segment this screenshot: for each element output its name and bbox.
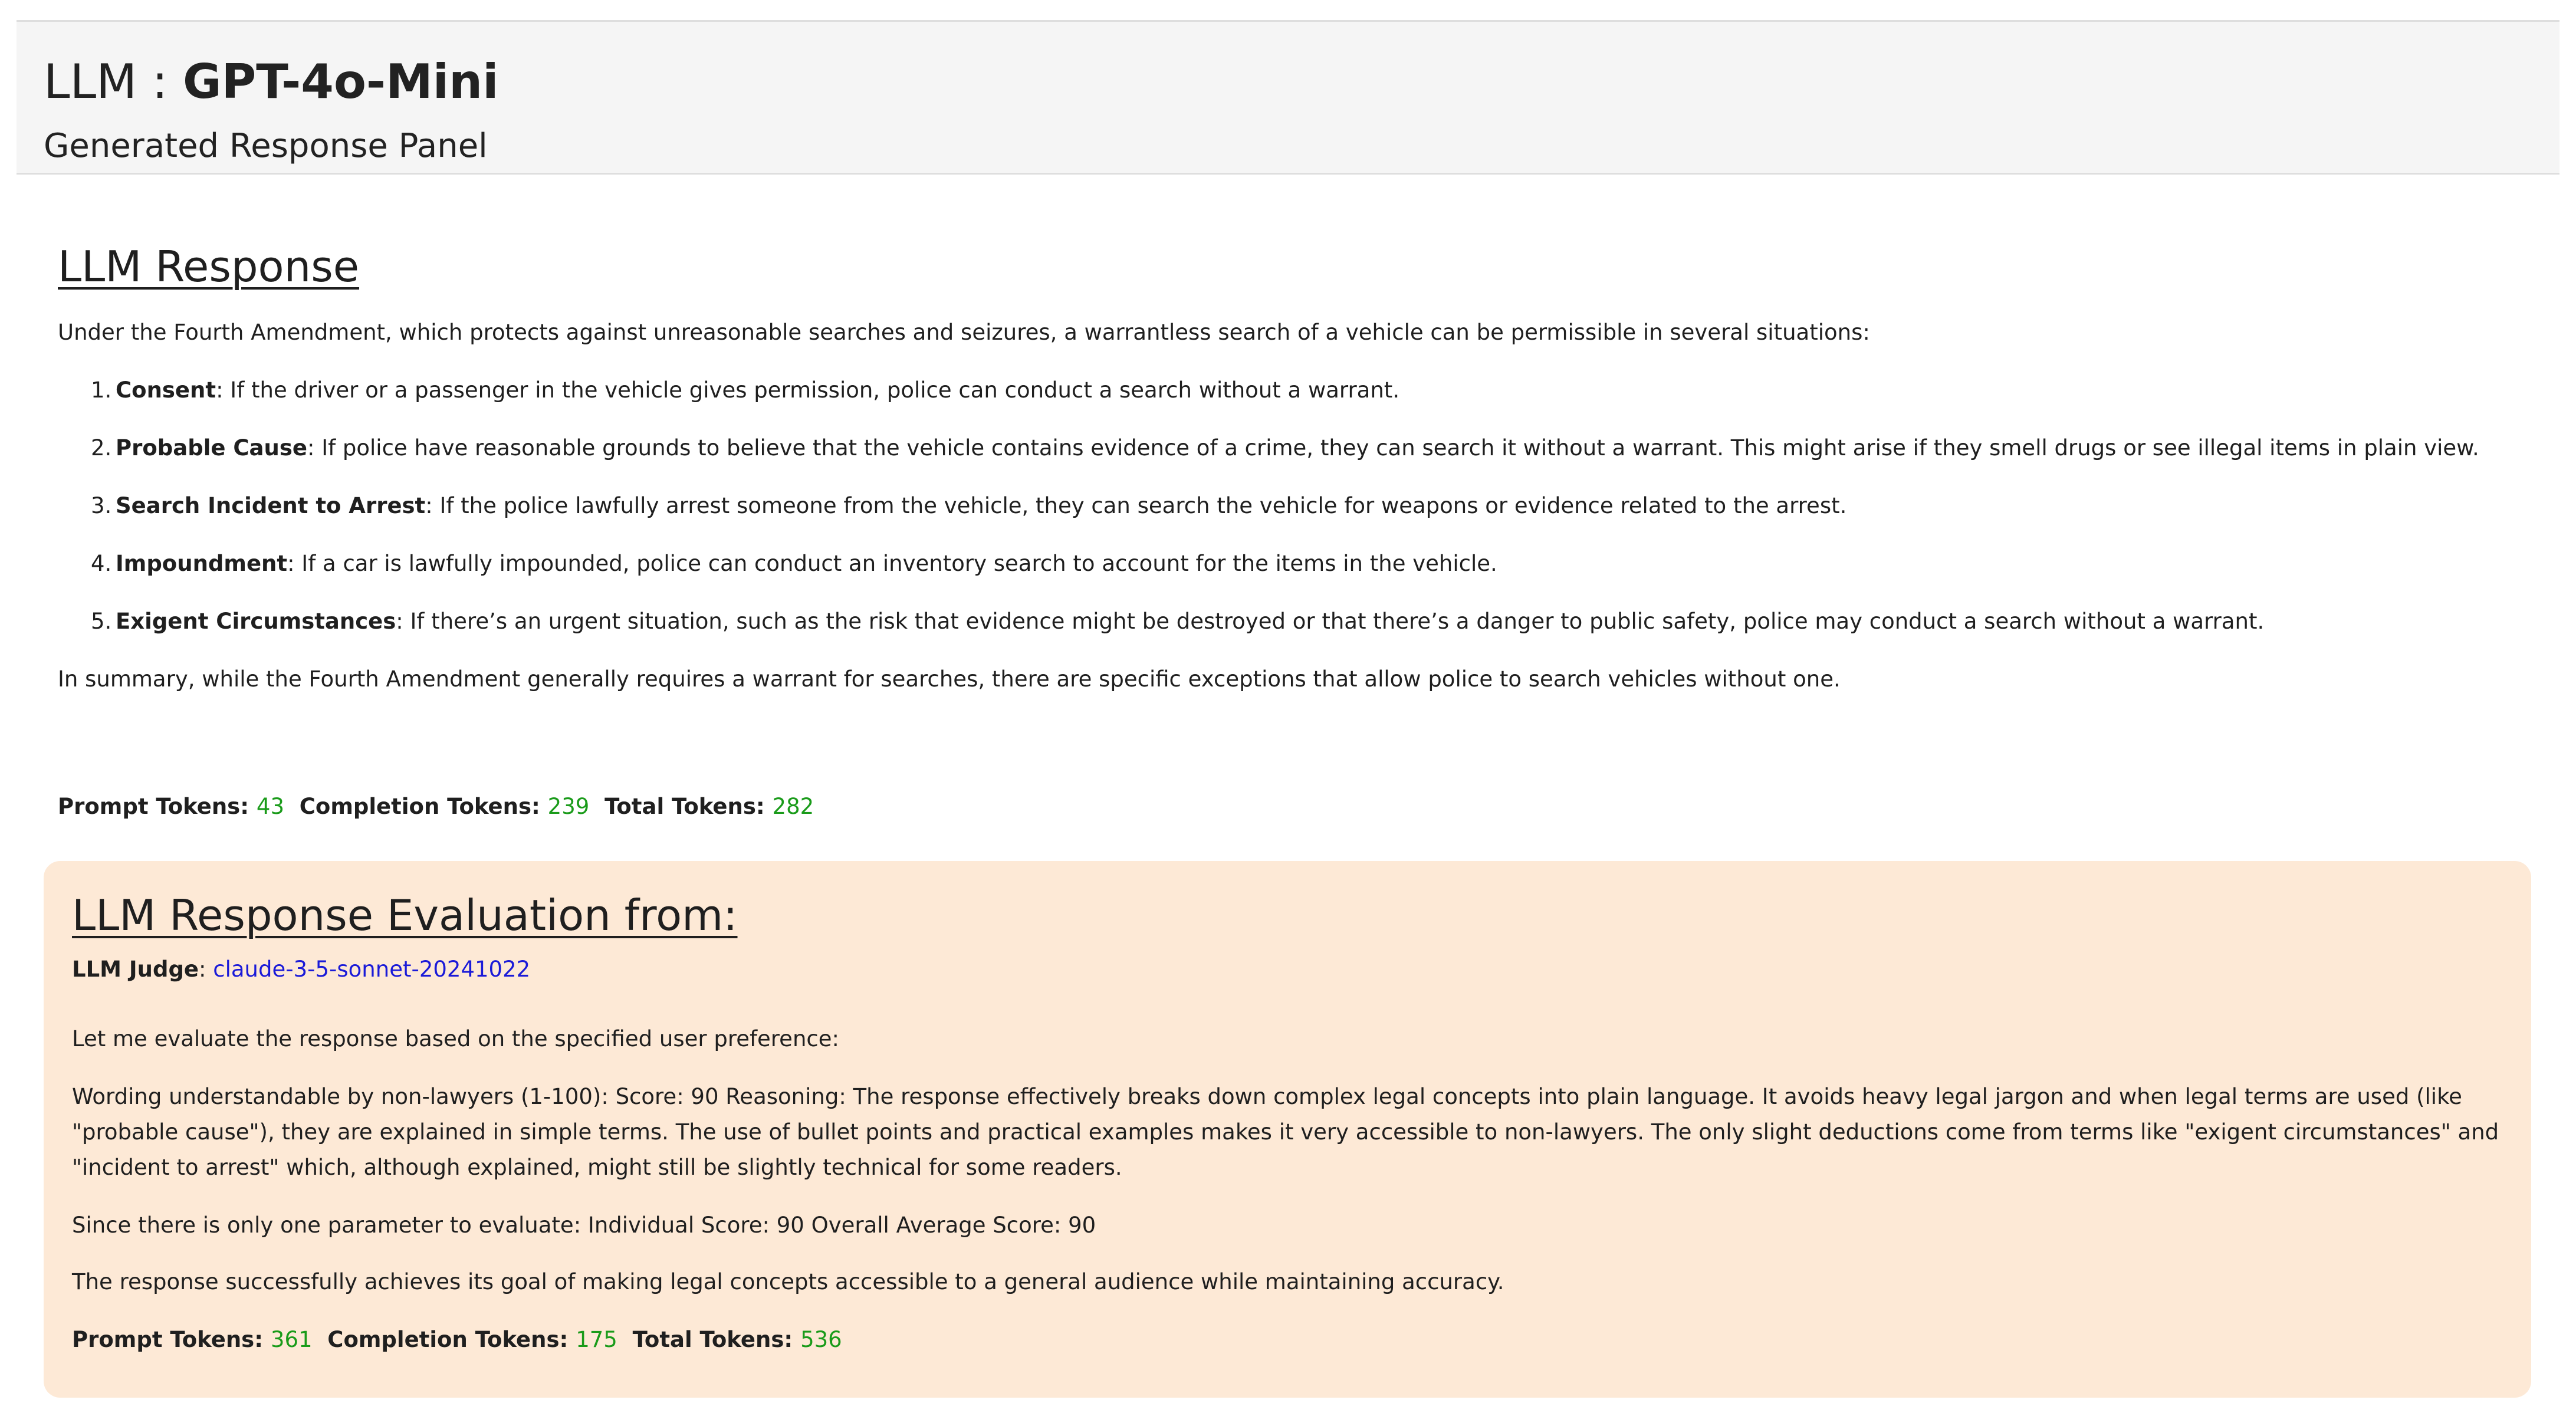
evaluation-content xyxy=(72,861,2508,1358)
page-subtitle: Generated Response Panel xyxy=(44,127,488,165)
llm-response-section xyxy=(58,238,2535,824)
response-intro: Under the Fourth Amendment, which protects against unreasonable searches and seizures, a warrantless search of a vehicle can be permissible in several situations: xyxy=(58,320,1870,345)
completion-tokens-label: Completion Tokens: xyxy=(299,794,540,819)
evaluation-heading: LLM Response Evaluation from: xyxy=(72,890,738,940)
list-item-number: 2. xyxy=(91,435,112,461)
evaluation-panel xyxy=(44,861,2531,1398)
list-item-term: Probable Cause xyxy=(116,435,307,461)
list-item-text: : If there’s an urgent situation, such as the risk that evidence might be destroyed or that there’s a danger to public safety, police may conduct a search without a warrant. xyxy=(396,609,2265,634)
llm-prefix: LLM : xyxy=(44,54,183,109)
judge-model-link[interactable]: claude-3-5-sonnet-20241022 xyxy=(213,957,531,982)
page-title xyxy=(44,52,499,111)
list-item xyxy=(58,373,2535,408)
list-item-text: : If police have reasonable grounds to believe that the vehicle contains evidence of a crime, they can search it without a warrant. This might arise if they smell drugs or see illegal items in plain view. xyxy=(307,435,2479,461)
prompt-tokens-value: 43 xyxy=(256,794,284,819)
list-item xyxy=(58,546,2535,581)
response-summary: In summary, while the Fourth Amendment generally requires a warrant for searches, there are specific exceptions that allow police to search vehicles without one. xyxy=(58,666,1841,692)
list-item-text: : If the driver or a passenger in the vehicle gives permission, police can conduct a search without a warrant. xyxy=(216,377,1400,403)
judge-label: LLM Judge xyxy=(72,957,199,982)
evaluation-conclusion: The response successfully achieves its goal of making legal concepts accessible to a general audience while maintaining accuracy. xyxy=(72,1269,1504,1294)
evaluation-score-line: Since there is only one parameter to evaluate: Individual Score: 90 Overall Average Score: 90 xyxy=(72,1212,1096,1238)
header-panel xyxy=(17,20,2559,175)
response-list xyxy=(58,373,2535,639)
list-item-number: 3. xyxy=(91,493,112,518)
total-tokens-value: 282 xyxy=(772,794,814,819)
list-item xyxy=(58,488,2535,524)
list-item xyxy=(58,431,2535,466)
judge-separator: : xyxy=(199,957,213,982)
completion-tokens-value: 175 xyxy=(576,1327,617,1352)
prompt-tokens-label: Prompt Tokens: xyxy=(58,794,249,819)
total-tokens-label: Total Tokens: xyxy=(632,1327,793,1352)
list-item-term: Search Incident to Arrest xyxy=(116,493,426,518)
list-item-number: 5. xyxy=(91,609,112,634)
total-tokens-label: Total Tokens: xyxy=(604,794,765,819)
evaluation-detail: Wording understandable by non-lawyers (1-100): Score: 90 Reasoning: The response effectively breaks down complex legal concepts into plain language. It avoids heavy legal jargon and when legal terms are used (like "probable cause"), they are explained in simple terms. The use of bullet points and practical examples makes it very accessible to non-lawyers. The only slight deductions come from terms like "exigent circumstances" and "incident to arrest" which, although explained, might still be slightly technical for some readers. xyxy=(72,1084,2499,1180)
evaluation-token-stats xyxy=(72,1322,2508,1358)
llm-response-heading: LLM Response xyxy=(58,242,360,291)
list-item-number: 4. xyxy=(91,551,112,576)
completion-tokens-label: Completion Tokens: xyxy=(327,1327,569,1352)
list-item-term: Exigent Circumstances xyxy=(116,609,396,634)
list-item xyxy=(58,604,2535,639)
prompt-tokens-label: Prompt Tokens: xyxy=(72,1327,264,1352)
model-name: GPT-4o-Mini xyxy=(182,54,499,109)
evaluation-intro: Let me evaluate the response based on the specified user preference: xyxy=(72,1026,839,1051)
list-item-text: : If a car is lawfully impounded, police can conduct an inventory search to account for the items in the vehicle. xyxy=(287,551,1497,576)
list-item-term: Impoundment xyxy=(116,551,288,576)
list-item-term: Consent xyxy=(116,377,216,403)
completion-tokens-value: 239 xyxy=(547,794,590,819)
prompt-tokens-value: 361 xyxy=(270,1327,313,1352)
total-tokens-value: 536 xyxy=(800,1327,842,1352)
response-token-stats xyxy=(58,789,2535,824)
list-item-number: 1. xyxy=(91,377,112,403)
judge-line xyxy=(72,952,2508,987)
list-item-text: : If the police lawfully arrest someone from the vehicle, they can search the vehicle for weapons or evidence related to the arrest. xyxy=(425,493,1847,518)
